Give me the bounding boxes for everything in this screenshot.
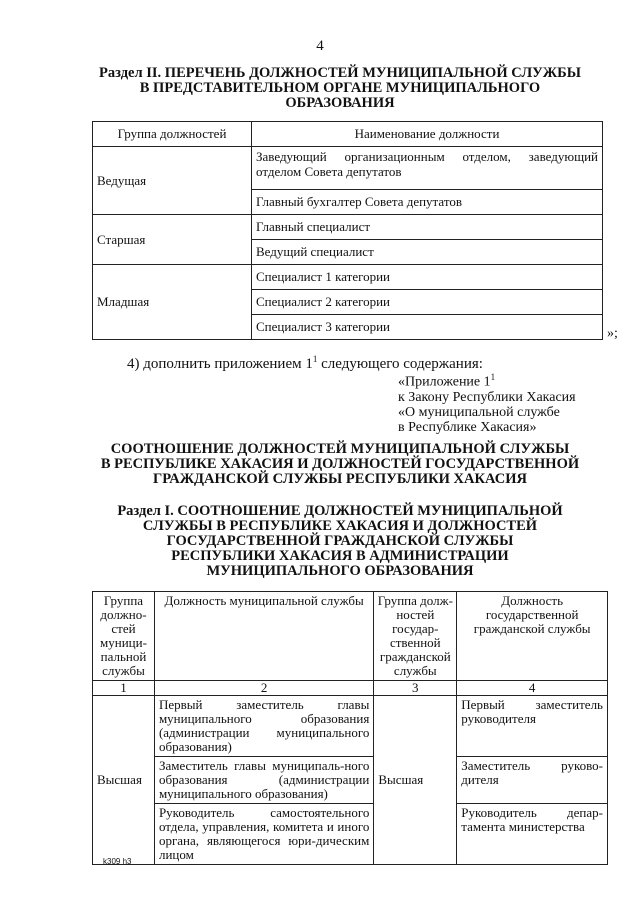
column-number: 3 [374,681,457,696]
main-title-line: В РЕСПУБЛИКЕ ХАКАСИЯ И ДОЛЖНОСТЕЙ ГОСУДАРСТВЕННОЙ [100,456,580,472]
table-header: Наименование должности [252,122,603,147]
table-header: Группа должностей [93,122,252,147]
section1-title-line: РЕСПУБЛИКИ ХАКАСИЯ В АДМИНИСТРАЦИИ [171,548,509,564]
table-header: Должность государственной гражданской службы [457,592,608,681]
gov-position-cell: Руководитель депар-тамента министерства [457,804,608,865]
section2-title-line: ОБРАЗОВАНИЯ [285,95,395,111]
position-cell: Заведующий организационным отделом, заведующий отделом Совета депутатов [252,147,603,190]
main-title [60,442,620,487]
column-number: 4 [457,681,608,696]
section1-title-line: СЛУЖБЫ В РЕСПУБЛИКЕ ХАКАСИЯ И ДОЛЖНОСТЕЙ [142,518,538,534]
appendix-reference [398,370,576,435]
table-row [93,757,608,804]
section2-title [60,66,620,111]
amendment-text: 4) дополнить приложением 1 [127,356,313,372]
mun-position-cell: Руководитель самостоятельного отдела, управления, комитета и иного органа, являющегося юри-дическим лицом [154,804,373,865]
position-cell: Главный специалист [252,215,603,240]
gov-position-cell: Первый заместитель руководителя [457,696,608,757]
appendix-line: «О муниципальной службе [398,404,560,420]
section1-table [92,591,608,865]
position-cell: Специалист 2 категории [252,290,603,315]
appendix-line: «Приложение 1 [398,374,491,390]
column-number: 1 [93,681,155,696]
amendment-sup: 1 [312,354,318,364]
closing-quote: »; [607,326,618,341]
section2-table [92,121,603,340]
appendix-line: в Республике Хакасия» [398,419,537,435]
group-cell: Старшая [93,215,252,265]
position-cell: Главный бухгалтер Совета депутатов [252,190,603,215]
main-title-line: ГРАЖДАНСКОЙ СЛУЖБЫ РЕСПУБЛИКИ ХАКАСИЯ [153,471,527,487]
table-row [93,147,603,190]
section1-title [60,504,620,579]
mun-group-cell: Высшая [93,696,155,865]
amendment-text-after: следующего содержания: [317,356,483,372]
position-cell: Специалист 1 категории [252,265,603,290]
table-header: Группа должно-стей муници-пальной службы [93,592,155,681]
section1-title-line: Раздел I. СООТНОШЕНИЕ ДОЛЖНОСТЕЙ МУНИЦИПАЛЬНОЙ [117,503,563,519]
section1-title-line: МУНИЦИПАЛЬНОГО ОБРАЗОВАНИЯ [206,563,474,579]
table-row [93,265,603,290]
main-title-line: СООТНОШЕНИЕ ДОЛЖНОСТЕЙ МУНИЦИПАЛЬНОЙ СЛУЖБЫ [110,441,570,457]
position-cell: Ведущий специалист [252,240,603,265]
page-number: 4 [316,38,324,54]
group-cell: Младшая [93,265,252,340]
section1-title-line: ГОСУДАРСТВЕННОЙ ГРАЖДАНСКОЙ СЛУЖБЫ [166,533,514,549]
section2-title-line: Раздел II. ПЕРЕЧЕНЬ ДОЛЖНОСТЕЙ МУНИЦИПАЛЬНОЙ СЛУЖБЫ [99,65,581,81]
gov-group-cell: Высшая [374,696,457,865]
footer-code: k309 h3 [103,857,132,866]
section2-title-line: В ПРЕДСТАВИТЕЛЬНОМ ОРГАНЕ МУНИЦИПАЛЬНОГО [139,80,541,96]
position-cell: Специалист 3 категории [252,315,603,340]
appendix-sup: 1 [490,372,496,382]
mun-position-cell: Заместитель главы муниципаль-ного образования (администрации муниципального образования) [154,757,373,804]
appendix-line: к Закону Республики Хакасия [398,389,576,405]
table-row [93,696,608,757]
column-number: 2 [154,681,373,696]
table-row [93,215,603,240]
table-row [93,804,608,865]
table-header: Группа долж-ностей государ-ственной гражданской службы [374,592,457,681]
table-header: Должность муниципальной службы [154,592,373,681]
mun-position-cell: Первый заместитель главы муниципального образования (администрации муниципального образования) [154,696,373,757]
group-cell: Ведущая [93,147,252,215]
gov-position-cell: Заместитель руково-дителя [457,757,608,804]
